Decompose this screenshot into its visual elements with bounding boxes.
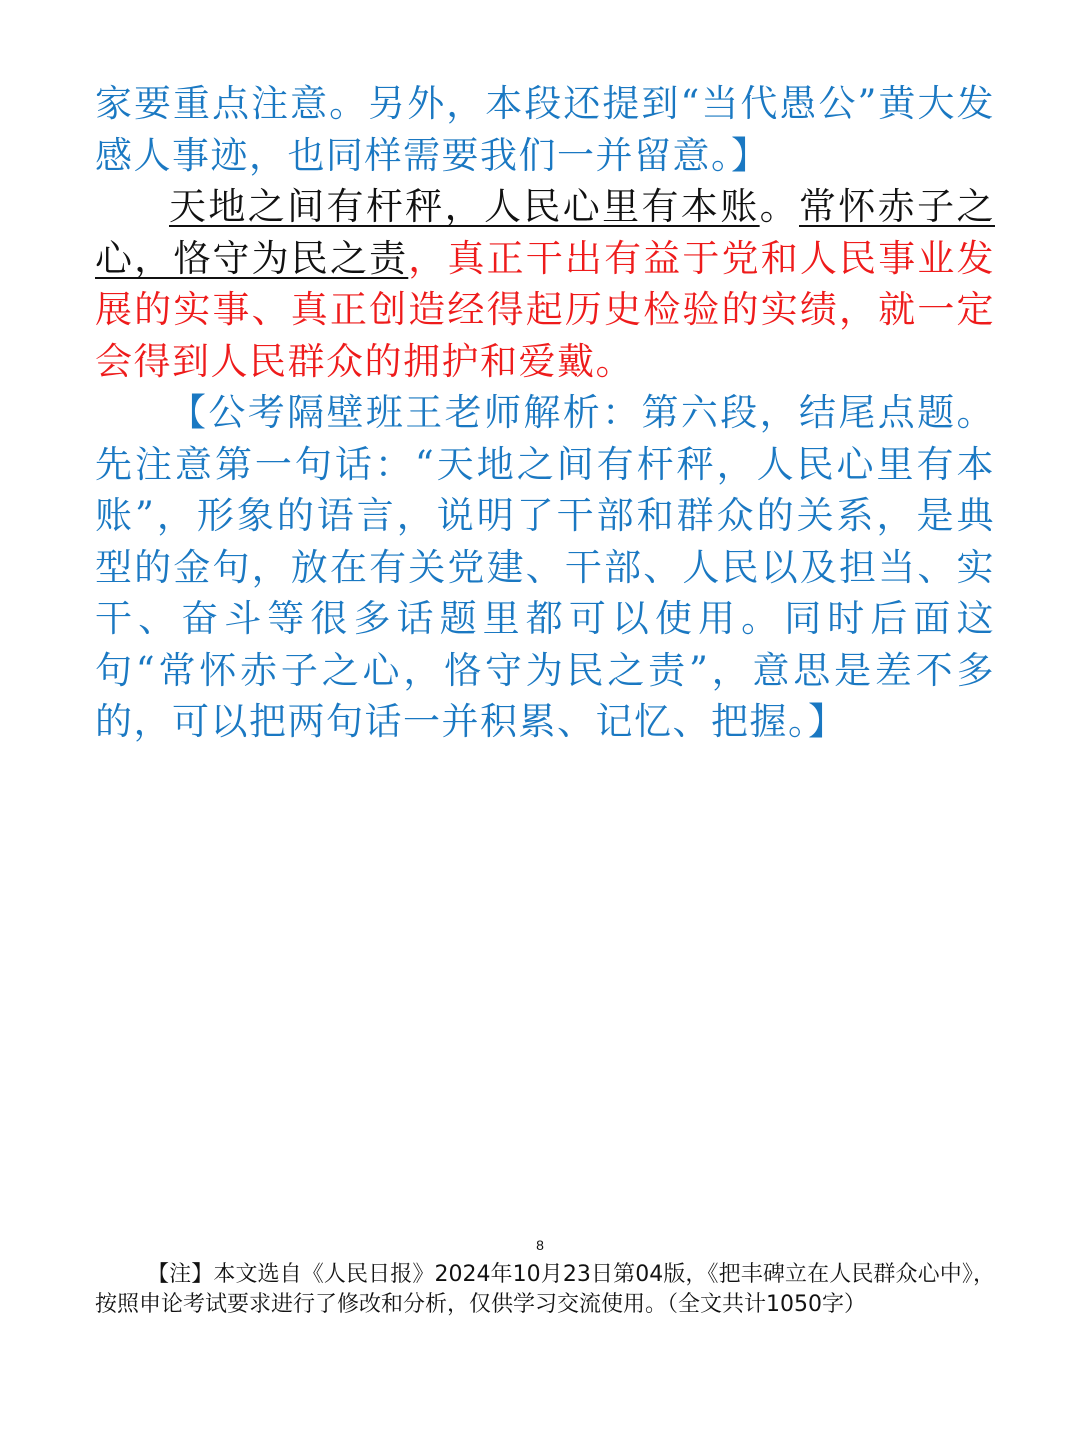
article-paragraph-six	[95, 181, 995, 387]
analysis-paragraph-six: 【公考隔壁班王老师解析：第六段，结尾点题。先注意第一句话：“天地之间有杆秤，人民心里有本账”，形象的语言，说明了干部和群众的关系，是典型的金句，放在有关党建、干部、人民以及担当、实干、奋斗等很多话题里都可以使用。同时后面这句“常怀赤子之心，恪守为民之责”，意思是差不多的，可以把两句话一并积累、记忆、把握。】	[95, 391, 995, 743]
footnote	[95, 1260, 995, 1320]
underlined-phrase-heart: 常怀赤子之心，恪守为民之责	[95, 185, 995, 280]
underlined-phrase-scale: 天地之间有杆秤，人民心里有本账	[169, 185, 760, 228]
footnote-text: 【注】本文选自《人民日报》2024年10月23日第04版，《把丰碑立在人民群众心中》，按照申论考试要求进行了修改和分析，仅供学习交流使用。（全文共计1050字）	[95, 1262, 995, 1317]
article-body	[95, 78, 995, 748]
highlighted-sentence: 真正干出有益于党和人民事业发展的实事、真正创造经得起历史检验的实绩，就一定会得到人民群众的拥护和爱戴。	[95, 236, 996, 383]
period-separator: 。	[759, 185, 799, 228]
comma-separator: ，	[408, 236, 448, 280]
page-number: 8	[536, 1237, 544, 1253]
analysis-paragraph-continued: 家要重点注意。另外，本段还提到“当代愚公”黄大发感人事迹，也同样需要我们一并留意。】	[95, 82, 995, 177]
